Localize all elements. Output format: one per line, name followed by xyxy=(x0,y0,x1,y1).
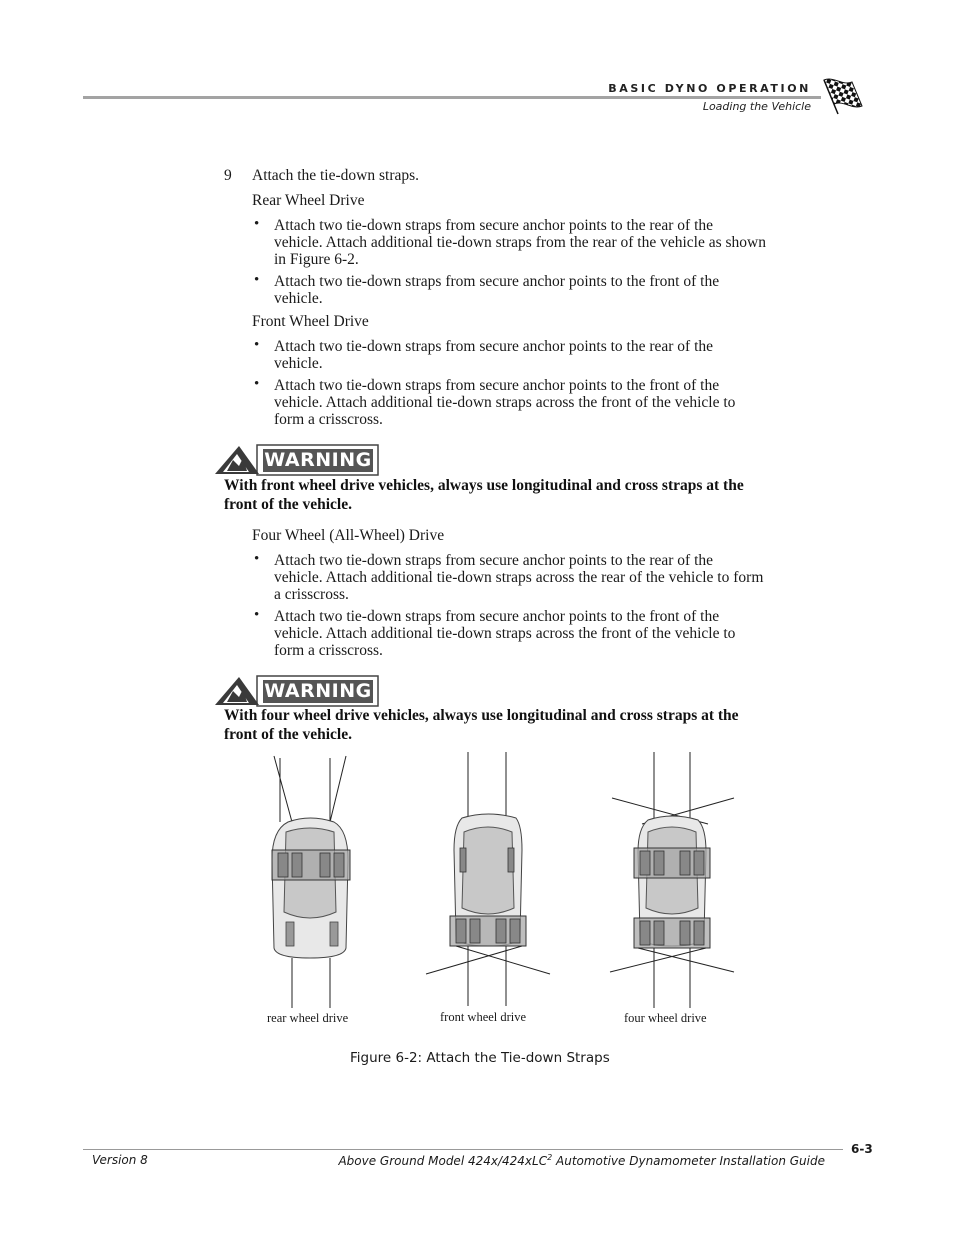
warning-badge xyxy=(213,444,379,476)
front-wheel-drive-car xyxy=(426,752,550,1006)
step-number: 9 xyxy=(224,167,232,184)
front-wheel-drive-heading: Front Wheel Drive xyxy=(252,313,369,330)
checkered-flag-icon xyxy=(820,76,868,116)
step-text: Attach the tie-down straps. xyxy=(252,167,420,184)
footer-guide-sup: 2 xyxy=(547,1153,553,1162)
rear-bullet-2: Attach two tie-down straps from secure anchor points to the front of the vehicle. xyxy=(274,273,720,307)
four-wheel-drive-heading: Four Wheel (All-Wheel) Drive xyxy=(252,527,445,544)
rear-wheel-drive-car xyxy=(272,756,350,1008)
warning-text-four: With four wheel drive vehicles, always use longitudinal and cross straps at the front of the vehicle. xyxy=(224,707,739,743)
figure-label-rear: rear wheel drive xyxy=(267,1011,349,1025)
bullet-icon: • xyxy=(254,551,260,567)
footer-guide-prefix: Above Ground Model 424x/424xLC xyxy=(338,1154,548,1168)
running-header-section: BASIC DYNO OPERATION xyxy=(608,82,811,95)
front-bullet-1: Attach two tie-down straps from secure anchor points to the rear of the vehicle. xyxy=(274,338,714,372)
rear-bullet-1: Attach two tie-down straps from secure anchor points to the rear of the vehicle. Attach additional tie-down straps from the rear of the vehicle as shown in Figure 6-2. xyxy=(274,217,766,268)
four-bullet-1: Attach two tie-down straps from secure anchor points to the rear of the vehicle. Attach additional tie-down straps across the rear of the vehicle to form a crisscross. xyxy=(274,552,764,603)
tie-down-figure xyxy=(250,750,750,1015)
footer-version: Version 8 xyxy=(92,1153,148,1167)
figure-label-four: four wheel drive xyxy=(624,1011,707,1025)
four-wheel-drive-car xyxy=(610,752,734,1008)
figure-caption: Figure 6-2: Attach the Tie-down Straps xyxy=(350,1050,610,1066)
footer-guide-title xyxy=(338,1153,825,1168)
running-header-subsection: Loading the Vehicle xyxy=(702,100,811,113)
bullet-icon: • xyxy=(254,376,260,392)
rear-wheel-drive-heading: Rear Wheel Drive xyxy=(252,192,365,209)
bullet-icon: • xyxy=(254,272,260,288)
page-number: 6-3 xyxy=(851,1142,873,1156)
footer-rule xyxy=(83,1149,843,1150)
warning-label: WARNING xyxy=(264,680,372,702)
warning-text-front: With front wheel drive vehicles, always use longitudinal and cross straps at the front of the vehicle. xyxy=(224,477,744,513)
bullet-icon: • xyxy=(254,337,260,353)
header-rule xyxy=(83,96,821,99)
bullet-icon: • xyxy=(254,607,260,623)
four-bullet-2: Attach two tie-down straps from secure anchor points to the front of the vehicle. Attach additional tie-down straps across the front of the vehicle to form a crisscross. xyxy=(274,608,736,659)
warning-label: WARNING xyxy=(264,449,372,471)
front-bullet-2: Attach two tie-down straps from secure anchor points to the front of the vehicle. Attach additional tie-down straps across the front of the vehicle to form a crisscross. xyxy=(274,377,736,428)
bullet-icon: • xyxy=(254,216,260,232)
warning-badge xyxy=(213,675,379,707)
figure-label-front: front wheel drive xyxy=(440,1010,527,1024)
footer-guide-suffix: Automotive Dynamometer Installation Guide xyxy=(552,1154,825,1168)
